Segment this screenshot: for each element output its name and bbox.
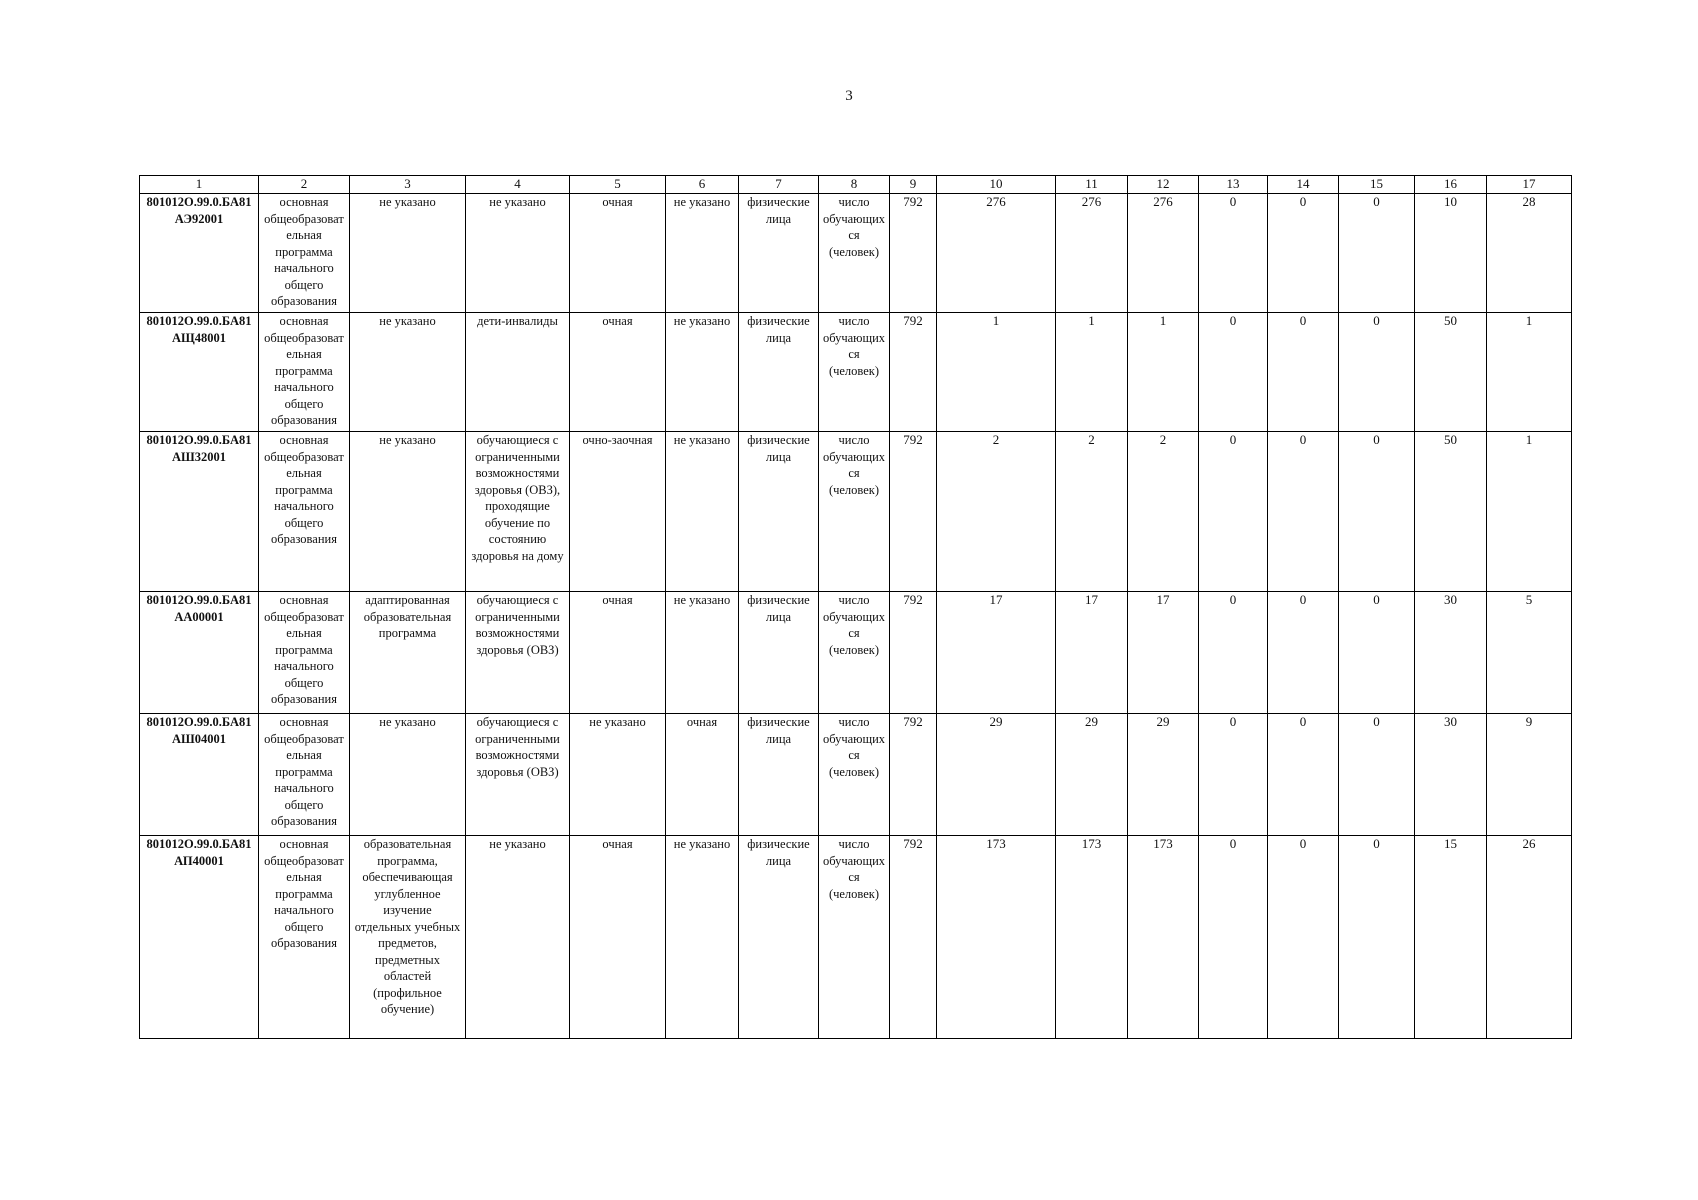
table-cell: не указано [666,313,739,432]
table-cell: 0 [1199,194,1268,313]
table-cell: число обучающих ся (человек) [819,714,890,836]
table-cell: 1 [1128,313,1199,432]
table-cell: число обучающих ся (человек) [819,836,890,1039]
table-cell: 1 [1487,313,1572,432]
column-header: 3 [350,176,466,194]
table-row [140,313,1572,432]
table-cell: 0 [1199,592,1268,714]
table-cell: 0 [1268,714,1339,836]
table-cell: 0 [1268,432,1339,592]
table-cell: 2 [1056,432,1128,592]
table-cell: не указано [570,714,666,836]
table-cell: обучающиеся с ограниченными возможностями здоровья (ОВЗ) [466,592,570,714]
registry-code-cell: 801012О.99.0.БА81 АШ04001 [140,714,259,836]
table-row [140,836,1572,1039]
column-header: 2 [259,176,350,194]
column-header: 7 [739,176,819,194]
table-cell: 29 [1056,714,1128,836]
column-header: 9 [890,176,937,194]
column-header: 6 [666,176,739,194]
table-cell: физические лица [739,194,819,313]
column-header: 5 [570,176,666,194]
table-cell: 15 [1415,836,1487,1039]
table-cell: 17 [1056,592,1128,714]
table-cell: 173 [1056,836,1128,1039]
table-cell: 30 [1415,592,1487,714]
table-cell: не указано [350,194,466,313]
table-cell: основная общеобразоват ельная программа начального общего образования [259,194,350,313]
table-cell: не указано [666,432,739,592]
table-cell: 29 [937,714,1056,836]
column-header: 16 [1415,176,1487,194]
table-row [140,592,1572,714]
table-cell: 1 [1056,313,1128,432]
table-cell: 2 [1128,432,1199,592]
table-cell: 0 [1268,313,1339,432]
table-cell: основная общеобразоват ельная программа начального общего образования [259,432,350,592]
table-cell: основная общеобразоват ельная программа начального общего образования [259,592,350,714]
table-cell: 28 [1487,194,1572,313]
table-cell: 0 [1268,194,1339,313]
table-cell: 792 [890,432,937,592]
table-cell: не указано [666,836,739,1039]
table-cell: 173 [1128,836,1199,1039]
table-cell: 0 [1199,432,1268,592]
table-cell: адаптированная образовательная программа [350,592,466,714]
table-cell: 1 [1487,432,1572,592]
table-row [140,432,1572,592]
table-cell: 0 [1199,836,1268,1039]
table-cell: 29 [1128,714,1199,836]
table-cell: физические лица [739,836,819,1039]
table-cell: 17 [937,592,1056,714]
table-cell: 10 [1415,194,1487,313]
table-cell: 0 [1339,313,1415,432]
table-cell: число обучающих ся (человек) [819,194,890,313]
table-cell: 0 [1339,714,1415,836]
table-cell: не указано [350,432,466,592]
table-cell: 17 [1128,592,1199,714]
table-cell: не указано [466,836,570,1039]
table-cell: 0 [1339,194,1415,313]
table-cell: основная общеобразоват ельная программа начального общего образования [259,313,350,432]
table-cell: очная [570,313,666,432]
table-cell: не указано [466,194,570,313]
registry-code-cell: 801012О.99.0.БА81 АА00001 [140,592,259,714]
registry-code-cell: 801012О.99.0.БА81 АП40001 [140,836,259,1039]
column-number-row [140,176,1572,194]
table-cell: число обучающих ся (человек) [819,313,890,432]
table-cell: 9 [1487,714,1572,836]
table-cell: 792 [890,714,937,836]
table-cell: 792 [890,836,937,1039]
table-cell: не указано [666,194,739,313]
table-cell: 50 [1415,313,1487,432]
table-cell: очная [570,836,666,1039]
table-cell: 276 [937,194,1056,313]
column-header: 8 [819,176,890,194]
registry-code-cell: 801012О.99.0.БА81 АЭ92001 [140,194,259,313]
table-cell: дети-инвалиды [466,313,570,432]
table-cell: 792 [890,313,937,432]
table-row [140,194,1572,313]
table-cell: очная [570,194,666,313]
table-cell: обучающиеся с ограниченными возможностями здоровья (ОВЗ), проходящие обучение по состоянию здоровья на дому [466,432,570,592]
table-cell: образовательная программа, обеспечивающая углубленное изучение отдельных учебных предметов, предметных областей (профильное обучение) [350,836,466,1039]
table-cell: очная [666,714,739,836]
column-header: 15 [1339,176,1415,194]
table-cell: обучающиеся с ограниченными возможностями здоровья (ОВЗ) [466,714,570,836]
column-header: 4 [466,176,570,194]
table-cell: 0 [1268,836,1339,1039]
table-cell: не указано [666,592,739,714]
table-cell: 50 [1415,432,1487,592]
table-cell: не указано [350,714,466,836]
column-header: 14 [1268,176,1339,194]
page-number: 3 [845,88,853,104]
table-cell: число обучающих ся (человек) [819,592,890,714]
table-cell: 26 [1487,836,1572,1039]
column-header: 1 [140,176,259,194]
table-cell: 30 [1415,714,1487,836]
column-header: 10 [937,176,1056,194]
table-cell: 0 [1339,432,1415,592]
column-header: 11 [1056,176,1128,194]
table-cell: очно-заочная [570,432,666,592]
table-cell: 5 [1487,592,1572,714]
table-cell: 2 [937,432,1056,592]
table-cell: число обучающих ся (человек) [819,432,890,592]
table-cell: 0 [1268,592,1339,714]
table-cell: 0 [1339,836,1415,1039]
table-cell: физические лица [739,432,819,592]
column-header: 13 [1199,176,1268,194]
indicators-table [139,175,1572,1039]
table-cell: 0 [1199,313,1268,432]
table-cell: 792 [890,194,937,313]
table-cell: основная общеобразоват ельная программа начального общего образования [259,836,350,1039]
table-cell: физические лица [739,313,819,432]
table-row [140,714,1572,836]
table-cell: 1 [937,313,1056,432]
table-cell: 276 [1128,194,1199,313]
table-cell: 173 [937,836,1056,1039]
table-cell: 0 [1199,714,1268,836]
table-cell: 0 [1339,592,1415,714]
column-header: 12 [1128,176,1199,194]
table-cell: физические лица [739,592,819,714]
table-cell: 792 [890,592,937,714]
table-cell: очная [570,592,666,714]
table-cell: основная общеобразоват ельная программа начального общего образования [259,714,350,836]
table-cell: физические лица [739,714,819,836]
registry-code-cell: 801012О.99.0.БА81 АЩ48001 [140,313,259,432]
table-cell: 276 [1056,194,1128,313]
column-header: 17 [1487,176,1572,194]
table-body [140,194,1572,1039]
registry-code-cell: 801012О.99.0.БА81 АШ32001 [140,432,259,592]
table-cell: не указано [350,313,466,432]
